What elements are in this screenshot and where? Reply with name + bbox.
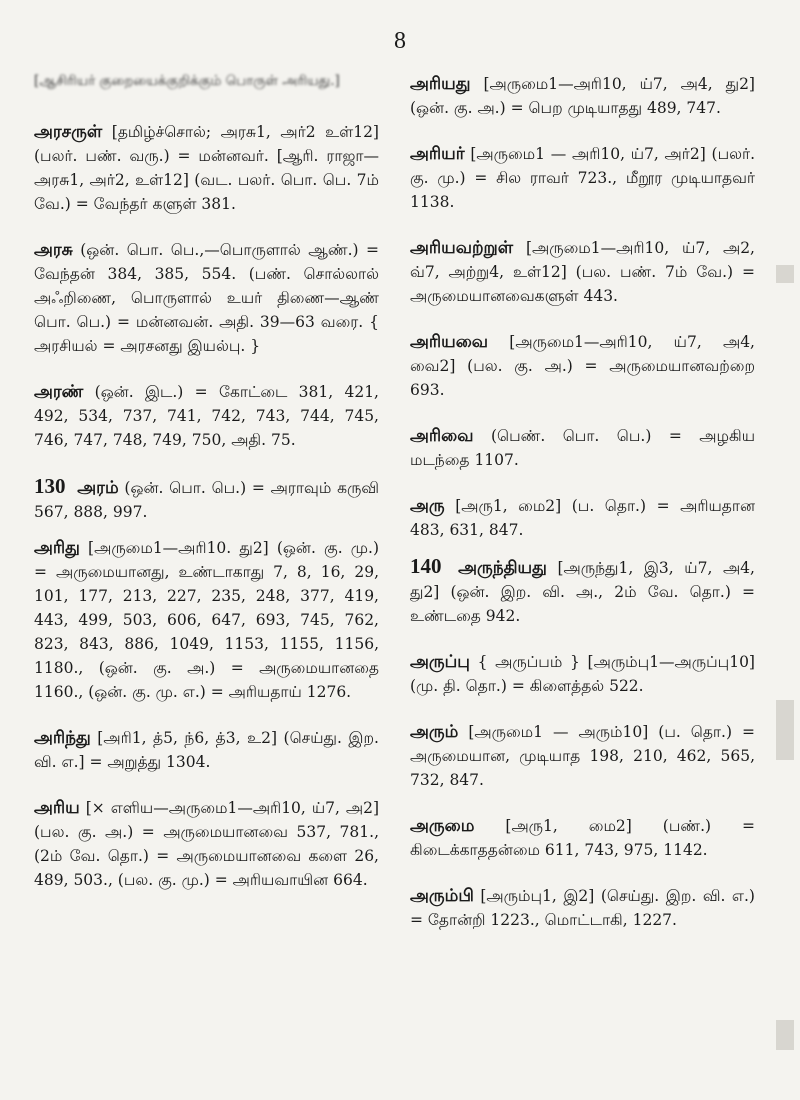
entry-headword: அருந்தியது xyxy=(458,558,547,578)
dictionary-entry xyxy=(34,474,379,524)
dictionary-entry xyxy=(410,720,755,792)
dictionary-entry xyxy=(410,236,755,308)
entry-body: (பெண். பொ. பெ.) = அழகிய மடந்தை 1107. xyxy=(410,427,755,469)
dictionary-entry xyxy=(34,726,379,774)
entry-body: [அருமை1 — அரி10, ய்7, அர்2] (பலர். கு. மு.) = சில ராவர் 723., மீறூர முடியாதவர் 1138. xyxy=(410,145,755,211)
entry-headword: அருப்பு xyxy=(410,652,470,672)
entry-section-number: 140 xyxy=(410,554,442,578)
entry-body: { அருப்பம் } [அரும்பு1—அருப்பு10] (மு. தி. தொ.) = கிளைத்தல் 522. xyxy=(410,653,755,695)
entry-body: [அரு1, மை2] (பண்.) = கிடைக்காததன்மை 611, 743, 975, 1142. xyxy=(410,817,755,859)
page-number: 8 xyxy=(394,28,406,54)
entry-body: [அருமை1 — அரும்10] (ப. தொ.) = அருமையான, முடியாத 198, 210, 462, 565, 732, 847. xyxy=(410,723,755,789)
scan-binding-mark xyxy=(776,265,794,283)
entry-body: [× எளிய—அருமை1—அரி10, ய்7, அ2] (பல. கு. அ.) = அருமையானவை 537, 781., (2ம் வே. தொ.) = அருமையானவை களை 26, 489, 503., (பல. கு. மு.) = அரியவாயின 664. xyxy=(34,799,380,889)
entry-headword: அரு xyxy=(410,496,445,516)
entry-body: [அருமை1—அரி10. து2] (ஒன். கு. மு.) = அருமையானது, உண்டாகாது 7, 8, 16, 29, 101, 177, 213, 227, 235, 248, 377, 419, 443, 499, 503, 606, 647, 693, 745, 762, 823, 843, 886, 1049, 1153, 1155, 1156, 1180., (ஒன். கு. அ.) = அருமையானதை 1160., (ஒன். கு. மு. எ.) = அரியதாய் 1276. xyxy=(34,539,379,701)
entry-headword: அரம் xyxy=(77,478,119,498)
entry-headword: அரும் xyxy=(410,722,459,742)
right-column xyxy=(410,72,755,954)
entry-body: (ஒன். இட.) = கோட்டை 381, 421, 492, 534, 737, 741, 742, 743, 744, 745, 746, 747, 748, 749, 750, அதி. 75. xyxy=(34,383,379,449)
entry-headword: அரிது xyxy=(34,538,80,558)
dictionary-entry xyxy=(410,424,755,472)
entry-body: (ஒன். பொ. பெ.,—பொருளால் ஆண்.) = வேந்தன் 384, 385, 554. (பண். சொல்லால் அஃறிணை, பொருளால் உயர் திணை—ஆண் பொ. பெ.) = மன்னவன். அதி. 39—63 வரை. { அரசியல் = அரசனது இயல்பு. } xyxy=(34,241,379,355)
entry-body: [அரும்பு1, இ2] (செய்து. இற. வி. எ.) = தோன்றி 1223., மொட்டாகி, 1227. xyxy=(410,887,755,929)
entry-headword: அரியர் xyxy=(410,144,465,164)
dictionary-entry xyxy=(410,554,755,628)
dictionary-entry xyxy=(410,494,755,542)
entry-headword: அருமை xyxy=(410,816,475,836)
entry-section-number: 130 xyxy=(34,474,66,498)
entry-headword: அரிந்து xyxy=(34,728,91,748)
entry-headword: அரியவற்றுள் xyxy=(410,238,514,258)
dictionary-entry xyxy=(410,330,755,402)
entry-headword: அரசருள் xyxy=(34,122,103,142)
entry-body: [அருந்து1, இ3, ய்7, அ4, து2] (ஒன். இற. வி. அ., 2ம் வே. தொ.) = உண்டதை 942. xyxy=(410,559,755,625)
dictionary-entry xyxy=(410,814,755,862)
dictionary-entry xyxy=(410,72,755,120)
dictionary-entry xyxy=(410,884,755,932)
scan-binding-mark xyxy=(776,1020,794,1050)
dictionary-entry xyxy=(34,238,379,358)
entry-body: [அருமை1—அரி10, ய்7, அ4, து2] (ஒன். கு. அ.) = பெற முடியாதது 489, 747. xyxy=(410,75,755,117)
entry-headword: அரண் xyxy=(34,382,84,402)
dictionary-entry xyxy=(410,142,755,214)
dictionary-entry xyxy=(34,120,379,216)
entry-body: [அரி1, த்5, ந்6, த்3, உ2] (செய்து. இற. வி. எ.] = அறுத்து 1304. xyxy=(34,729,379,771)
entry-body: [அரு1, மை2] (ப. தொ.) = அரியதான 483, 631, 847. xyxy=(410,497,755,539)
scan-binding-mark xyxy=(776,700,794,760)
dictionary-entry xyxy=(34,380,379,452)
dictionary-entry xyxy=(410,650,755,698)
entry-body: [தமிழ்ச்சொல்; அரசு1, அர்2 உள்12] (பலர். பண். வரு.) = மன்னவர். [ஆரி. ராஜா—அரசு1, அர்2, உள்12] (வட. பலர். பொ. பெ. 7ம் வே.) = வேந்தர் களுள் 381. xyxy=(34,123,379,213)
blurred-note: [ஆசிரியர் குறையைக்குறிக்கும் பொருள் அரியது.] xyxy=(34,73,340,89)
dictionary-entry xyxy=(34,796,379,892)
dictionary-entry xyxy=(34,536,379,704)
entry-body: [அருமை1—அரி10, ய்7, அ4, வை2] (பல. கு. அ.) = அருமையானவற்றை 693. xyxy=(410,333,755,399)
entry-headword: அரும்பி xyxy=(410,886,474,906)
entry-headword: அரசு xyxy=(34,240,73,260)
entry-headword: அரிய xyxy=(34,798,80,818)
entry-body: (ஒன். பொ. பெ.) = அராவும் கருவி 567, 888, 997. xyxy=(34,479,379,521)
entry-body: [அருமை1—அரி10, ய்7, அ2, வ்7, அற்று4, உள்12] (பல. பண். 7ம் வே.) = அருமையானவைகளுள் 443. xyxy=(410,239,755,305)
entry-headword: அரியவை xyxy=(410,332,489,352)
entry-headword: அரிவை xyxy=(410,426,474,446)
left-column xyxy=(34,72,379,914)
entry-headword: அரியது xyxy=(410,74,471,94)
